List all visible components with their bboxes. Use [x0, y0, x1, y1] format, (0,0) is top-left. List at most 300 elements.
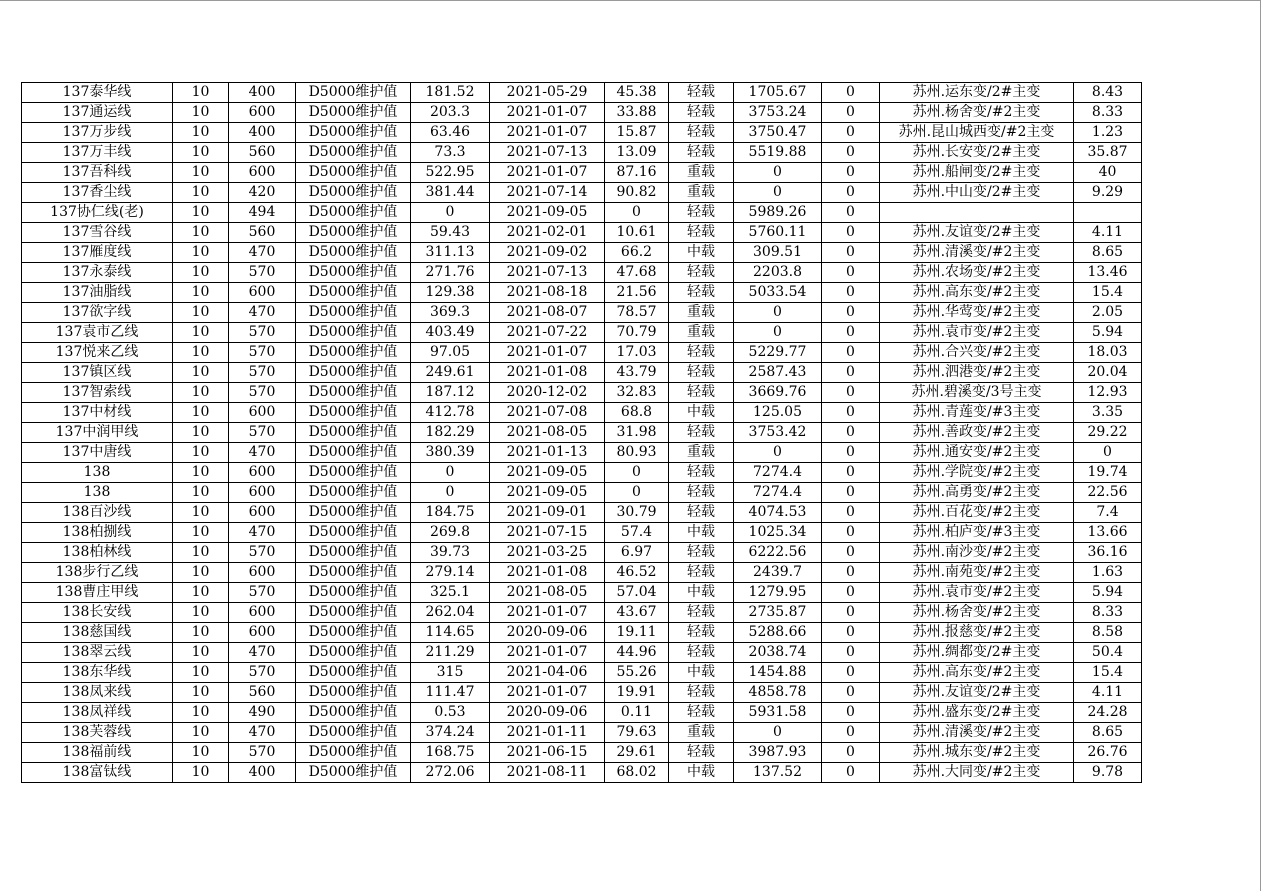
- cell-substation: 苏州.高东变/#2主变: [880, 663, 1074, 683]
- cell-value: 15.4: [1074, 663, 1142, 683]
- cell-date: 2021-08-05: [490, 423, 605, 443]
- cell-value: 9.29: [1074, 183, 1142, 203]
- cell-rated-current: 600: [229, 463, 296, 483]
- cell-load-status: 轻载: [669, 143, 734, 163]
- cell-voltage: 10: [173, 443, 229, 463]
- cell-value: 29.22: [1074, 423, 1142, 443]
- cell-line-name: 137吾科线: [22, 163, 173, 183]
- cell-value: 8.33: [1074, 103, 1142, 123]
- cell-rated-current: 600: [229, 623, 296, 643]
- cell-available-capacity: 0: [734, 323, 822, 343]
- cell-voltage: 10: [173, 183, 229, 203]
- cell-line-name: 137协仁线(老): [22, 203, 173, 223]
- cell-max-current: 380.39: [411, 443, 490, 463]
- cell-value: 3.35: [1074, 403, 1142, 423]
- cell-data-source: D5000维护值: [296, 403, 411, 423]
- cell-overload-count: 0: [822, 563, 880, 583]
- table-row: [22, 223, 1142, 243]
- cell-voltage: 10: [173, 83, 229, 103]
- cell-max-current: 325.1: [411, 583, 490, 603]
- cell-rated-current: 570: [229, 423, 296, 443]
- cell-value: 7.4: [1074, 503, 1142, 523]
- cell-data-source: D5000维护值: [296, 603, 411, 623]
- cell-voltage: 10: [173, 243, 229, 263]
- cell-available-capacity: 6222.56: [734, 543, 822, 563]
- cell-date: 2021-08-11: [490, 763, 605, 783]
- cell-max-current: 63.46: [411, 123, 490, 143]
- cell-rated-current: 570: [229, 543, 296, 563]
- cell-load-rate: 30.79: [605, 503, 669, 523]
- cell-load-rate: 0: [605, 203, 669, 223]
- cell-available-capacity: 5760.11: [734, 223, 822, 243]
- cell-substation: 苏州.清溪变/#2主变: [880, 243, 1074, 263]
- cell-available-capacity: 7274.4: [734, 483, 822, 503]
- cell-voltage: 10: [173, 623, 229, 643]
- cell-rated-current: 600: [229, 563, 296, 583]
- cell-load-rate: 43.79: [605, 363, 669, 383]
- cell-line-name: 137永泰线: [22, 263, 173, 283]
- cell-substation: 苏州.绸都变/2#主变: [880, 643, 1074, 663]
- cell-substation: 苏州.华莺变/#2主变: [880, 303, 1074, 323]
- cell-max-current: 412.78: [411, 403, 490, 423]
- cell-load-status: 中载: [669, 523, 734, 543]
- cell-substation: 苏州.中山变/2#主变: [880, 183, 1074, 203]
- cell-data-source: D5000维护值: [296, 743, 411, 763]
- cell-max-current: 315: [411, 663, 490, 683]
- cell-voltage: 10: [173, 423, 229, 443]
- cell-load-status: 轻载: [669, 603, 734, 623]
- cell-line-name: 138柏捌线: [22, 523, 173, 543]
- cell-line-name: 138凤祥线: [22, 703, 173, 723]
- cell-load-rate: 15.87: [605, 123, 669, 143]
- table-row: [22, 603, 1142, 623]
- cell-date: 2021-07-08: [490, 403, 605, 423]
- cell-load-rate: 17.03: [605, 343, 669, 363]
- cell-rated-current: 470: [229, 443, 296, 463]
- cell-max-current: 39.73: [411, 543, 490, 563]
- cell-available-capacity: 1454.88: [734, 663, 822, 683]
- table-row: [22, 443, 1142, 463]
- cell-value: [1074, 203, 1142, 223]
- cell-load-status: 轻载: [669, 503, 734, 523]
- table-row: [22, 403, 1142, 423]
- cell-value: 4.11: [1074, 683, 1142, 703]
- cell-value: 15.4: [1074, 283, 1142, 303]
- cell-voltage: 10: [173, 343, 229, 363]
- cell-date: 2021-04-06: [490, 663, 605, 683]
- cell-load-status: 轻载: [669, 103, 734, 123]
- cell-voltage: 10: [173, 483, 229, 503]
- cell-overload-count: 0: [822, 343, 880, 363]
- cell-load-rate: 6.97: [605, 543, 669, 563]
- table-row: [22, 503, 1142, 523]
- cell-data-source: D5000维护值: [296, 763, 411, 783]
- cell-load-rate: 0.11: [605, 703, 669, 723]
- cell-voltage: 10: [173, 103, 229, 123]
- table-row: [22, 263, 1142, 283]
- cell-substation: 苏州.运东变/2#主变: [880, 83, 1074, 103]
- cell-line-name: 137镇区线: [22, 363, 173, 383]
- cell-available-capacity: 2203.8: [734, 263, 822, 283]
- cell-data-source: D5000维护值: [296, 243, 411, 263]
- cell-data-source: D5000维护值: [296, 483, 411, 503]
- cell-line-name: 137泰华线: [22, 83, 173, 103]
- cell-substation: 苏州.友谊变/2#主变: [880, 223, 1074, 243]
- cell-overload-count: 0: [822, 463, 880, 483]
- table-row: [22, 763, 1142, 783]
- cell-date: 2020-12-02: [490, 383, 605, 403]
- cell-overload-count: 0: [822, 83, 880, 103]
- cell-substation: 苏州.高勇变/#2主变: [880, 483, 1074, 503]
- cell-substation: 苏州.南沙变/#2主变: [880, 543, 1074, 563]
- cell-data-source: D5000维护值: [296, 283, 411, 303]
- cell-load-rate: 45.38: [605, 83, 669, 103]
- cell-line-name: 138步行乙线: [22, 563, 173, 583]
- cell-voltage: 10: [173, 583, 229, 603]
- cell-max-current: 184.75: [411, 503, 490, 523]
- cell-rated-current: 600: [229, 163, 296, 183]
- cell-date: 2021-01-07: [490, 643, 605, 663]
- cell-voltage: 10: [173, 743, 229, 763]
- cell-voltage: 10: [173, 563, 229, 583]
- cell-load-status: 中载: [669, 663, 734, 683]
- cell-data-source: D5000维护值: [296, 83, 411, 103]
- cell-overload-count: 0: [822, 723, 880, 743]
- table-row: [22, 563, 1142, 583]
- cell-value: 36.16: [1074, 543, 1142, 563]
- cell-load-status: 轻载: [669, 703, 734, 723]
- cell-data-source: D5000维护值: [296, 503, 411, 523]
- cell-value: 1.23: [1074, 123, 1142, 143]
- cell-load-status: 重载: [669, 303, 734, 323]
- cell-value: 8.33: [1074, 603, 1142, 623]
- cell-line-name: 138: [22, 483, 173, 503]
- cell-max-current: 369.3: [411, 303, 490, 323]
- cell-value: 8.43: [1074, 83, 1142, 103]
- cell-rated-current: 470: [229, 643, 296, 663]
- cell-line-name: 138曹庄甲线: [22, 583, 173, 603]
- cell-overload-count: 0: [822, 703, 880, 723]
- cell-overload-count: 0: [822, 743, 880, 763]
- table-row: [22, 643, 1142, 663]
- table-body: [22, 83, 1142, 783]
- table-row: [22, 103, 1142, 123]
- cell-load-rate: 43.67: [605, 603, 669, 623]
- cell-load-status: 重载: [669, 323, 734, 343]
- cell-load-rate: 66.2: [605, 243, 669, 263]
- cell-value: 13.66: [1074, 523, 1142, 543]
- cell-load-status: 中载: [669, 243, 734, 263]
- cell-max-current: 0: [411, 483, 490, 503]
- cell-load-rate: 57.04: [605, 583, 669, 603]
- cell-line-name: 137雁度线: [22, 243, 173, 263]
- cell-line-name: 137悦来乙线: [22, 343, 173, 363]
- cell-available-capacity: 5989.26: [734, 203, 822, 223]
- cell-date: 2021-09-05: [490, 483, 605, 503]
- cell-data-source: D5000维护值: [296, 303, 411, 323]
- cell-load-rate: 13.09: [605, 143, 669, 163]
- cell-max-current: 73.3: [411, 143, 490, 163]
- cell-value: 8.65: [1074, 243, 1142, 263]
- cell-load-status: 重载: [669, 183, 734, 203]
- cell-load-rate: 55.26: [605, 663, 669, 683]
- cell-data-source: D5000维护值: [296, 663, 411, 683]
- table-row: [22, 163, 1142, 183]
- cell-available-capacity: 0: [734, 183, 822, 203]
- table-row: [22, 723, 1142, 743]
- cell-overload-count: 0: [822, 363, 880, 383]
- cell-max-current: 374.24: [411, 723, 490, 743]
- cell-line-name: 138凤来线: [22, 683, 173, 703]
- cell-available-capacity: 0: [734, 723, 822, 743]
- cell-date: 2020-09-06: [490, 703, 605, 723]
- cell-load-rate: 78.57: [605, 303, 669, 323]
- cell-max-current: 272.06: [411, 763, 490, 783]
- cell-overload-count: 0: [822, 603, 880, 623]
- cell-substation: 苏州.长安变/2#主变: [880, 143, 1074, 163]
- cell-date: 2021-01-07: [490, 603, 605, 623]
- cell-value: 50.4: [1074, 643, 1142, 663]
- cell-load-status: 轻载: [669, 363, 734, 383]
- cell-substation: 苏州.杨舍变/#2主变: [880, 603, 1074, 623]
- cell-voltage: 10: [173, 723, 229, 743]
- cell-rated-current: 570: [229, 363, 296, 383]
- cell-overload-count: 0: [822, 323, 880, 343]
- cell-load-status: 轻载: [669, 343, 734, 363]
- cell-data-source: D5000维护值: [296, 383, 411, 403]
- cell-available-capacity: 2587.43: [734, 363, 822, 383]
- cell-load-rate: 68.8: [605, 403, 669, 423]
- cell-voltage: 10: [173, 163, 229, 183]
- cell-overload-count: 0: [822, 643, 880, 663]
- cell-voltage: 10: [173, 323, 229, 343]
- cell-max-current: 114.65: [411, 623, 490, 643]
- cell-rated-current: 494: [229, 203, 296, 223]
- cell-voltage: 10: [173, 703, 229, 723]
- cell-line-name: 137智索线: [22, 383, 173, 403]
- cell-overload-count: 0: [822, 283, 880, 303]
- cell-line-name: 138翠云线: [22, 643, 173, 663]
- cell-load-rate: 57.4: [605, 523, 669, 543]
- cell-line-name: 138东华线: [22, 663, 173, 683]
- cell-overload-count: 0: [822, 303, 880, 323]
- table-row: [22, 283, 1142, 303]
- cell-rated-current: 470: [229, 303, 296, 323]
- cell-substation: 苏州.碧溪变/3号主变: [880, 383, 1074, 403]
- cell-load-status: 重载: [669, 163, 734, 183]
- cell-value: 0: [1074, 443, 1142, 463]
- cell-rated-current: 570: [229, 743, 296, 763]
- cell-available-capacity: 1025.34: [734, 523, 822, 543]
- cell-date: 2021-09-05: [490, 463, 605, 483]
- cell-line-name: 137油脂线: [22, 283, 173, 303]
- cell-date: 2021-01-07: [490, 683, 605, 703]
- cell-load-status: 轻载: [669, 643, 734, 663]
- cell-rated-current: 570: [229, 383, 296, 403]
- cell-substation: 苏州.袁市变/#2主变: [880, 323, 1074, 343]
- cell-overload-count: 0: [822, 543, 880, 563]
- cell-load-rate: 33.88: [605, 103, 669, 123]
- cell-overload-count: 0: [822, 523, 880, 543]
- cell-available-capacity: 3750.47: [734, 123, 822, 143]
- cell-data-source: D5000维护值: [296, 443, 411, 463]
- cell-line-name: 137中唐线: [22, 443, 173, 463]
- cell-load-status: 轻载: [669, 623, 734, 643]
- cell-data-source: D5000维护值: [296, 203, 411, 223]
- cell-load-status: 轻载: [669, 203, 734, 223]
- table-row: [22, 143, 1142, 163]
- cell-available-capacity: 0: [734, 303, 822, 323]
- cell-data-source: D5000维护值: [296, 343, 411, 363]
- cell-data-source: D5000维护值: [296, 263, 411, 283]
- cell-overload-count: 0: [822, 403, 880, 423]
- table-row: [22, 543, 1142, 563]
- cell-available-capacity: 5931.58: [734, 703, 822, 723]
- cell-load-rate: 32.83: [605, 383, 669, 403]
- table-row: [22, 483, 1142, 503]
- table-row: [22, 303, 1142, 323]
- cell-available-capacity: 4858.78: [734, 683, 822, 703]
- table-row: [22, 463, 1142, 483]
- cell-load-rate: 31.98: [605, 423, 669, 443]
- cell-data-source: D5000维护值: [296, 583, 411, 603]
- cell-available-capacity: 0: [734, 443, 822, 463]
- cell-load-status: 轻载: [669, 263, 734, 283]
- cell-overload-count: 0: [822, 503, 880, 523]
- cell-load-rate: 21.56: [605, 283, 669, 303]
- cell-load-status: 轻载: [669, 383, 734, 403]
- cell-date: 2021-01-08: [490, 363, 605, 383]
- cell-line-name: 138福前线: [22, 743, 173, 763]
- cell-voltage: 10: [173, 363, 229, 383]
- cell-value: 18.03: [1074, 343, 1142, 363]
- cell-max-current: 249.61: [411, 363, 490, 383]
- cell-voltage: 10: [173, 203, 229, 223]
- cell-max-current: 168.75: [411, 743, 490, 763]
- cell-date: 2021-08-18: [490, 283, 605, 303]
- cell-max-current: 182.29: [411, 423, 490, 443]
- cell-rated-current: 570: [229, 343, 296, 363]
- cell-voltage: 10: [173, 123, 229, 143]
- cell-value: 19.74: [1074, 463, 1142, 483]
- cell-overload-count: 0: [822, 183, 880, 203]
- cell-line-name: 138富钛线: [22, 763, 173, 783]
- cell-voltage: 10: [173, 663, 229, 683]
- cell-available-capacity: 5033.54: [734, 283, 822, 303]
- cell-rated-current: 600: [229, 603, 296, 623]
- cell-date: 2021-08-07: [490, 303, 605, 323]
- table-row: [22, 323, 1142, 343]
- cell-date: 2021-02-01: [490, 223, 605, 243]
- cell-data-source: D5000维护值: [296, 103, 411, 123]
- cell-available-capacity: 125.05: [734, 403, 822, 423]
- cell-date: 2021-01-07: [490, 343, 605, 363]
- cell-substation: 苏州.高东变/#2主变: [880, 283, 1074, 303]
- cell-load-rate: 68.02: [605, 763, 669, 783]
- cell-line-name: 138慈国线: [22, 623, 173, 643]
- cell-date: 2021-07-22: [490, 323, 605, 343]
- cell-rated-current: 400: [229, 123, 296, 143]
- cell-substation: 苏州.百花变/#2主变: [880, 503, 1074, 523]
- cell-overload-count: 0: [822, 423, 880, 443]
- cell-max-current: 187.12: [411, 383, 490, 403]
- cell-overload-count: 0: [822, 223, 880, 243]
- cell-data-source: D5000维护值: [296, 623, 411, 643]
- cell-max-current: 269.8: [411, 523, 490, 543]
- cell-rated-current: 600: [229, 503, 296, 523]
- table-row: [22, 203, 1142, 223]
- table-row: [22, 123, 1142, 143]
- cell-data-source: D5000维护值: [296, 643, 411, 663]
- cell-data-source: D5000维护值: [296, 323, 411, 343]
- cell-date: 2021-09-05: [490, 203, 605, 223]
- cell-rated-current: 600: [229, 483, 296, 503]
- cell-voltage: 10: [173, 143, 229, 163]
- cell-load-rate: 46.52: [605, 563, 669, 583]
- cell-available-capacity: 7274.4: [734, 463, 822, 483]
- cell-substation: 苏州.城东变/#2主变: [880, 743, 1074, 763]
- cell-overload-count: 0: [822, 443, 880, 463]
- cell-max-current: 97.05: [411, 343, 490, 363]
- cell-data-source: D5000维护值: [296, 543, 411, 563]
- cell-voltage: 10: [173, 463, 229, 483]
- cell-max-current: 0: [411, 463, 490, 483]
- cell-load-rate: 29.61: [605, 743, 669, 763]
- cell-max-current: 279.14: [411, 563, 490, 583]
- cell-value: 9.78: [1074, 763, 1142, 783]
- cell-voltage: 10: [173, 643, 229, 663]
- cell-load-rate: 80.93: [605, 443, 669, 463]
- cell-line-name: 137欲字线: [22, 303, 173, 323]
- cell-max-current: 403.49: [411, 323, 490, 343]
- cell-substation: 苏州.通安变/#2主变: [880, 443, 1074, 463]
- data-table: [21, 82, 1142, 783]
- cell-line-name: 137中材线: [22, 403, 173, 423]
- cell-date: 2021-09-02: [490, 243, 605, 263]
- cell-available-capacity: 3753.24: [734, 103, 822, 123]
- cell-line-name: 137袁市乙线: [22, 323, 173, 343]
- cell-load-rate: 87.16: [605, 163, 669, 183]
- cell-data-source: D5000维护值: [296, 183, 411, 203]
- cell-rated-current: 600: [229, 103, 296, 123]
- cell-line-name: 138柏林线: [22, 543, 173, 563]
- cell-available-capacity: 3669.76: [734, 383, 822, 403]
- cell-load-rate: 0: [605, 463, 669, 483]
- cell-load-status: 轻载: [669, 83, 734, 103]
- cell-substation: 苏州.友谊变/2#主变: [880, 683, 1074, 703]
- cell-overload-count: 0: [822, 683, 880, 703]
- cell-value: 26.76: [1074, 743, 1142, 763]
- cell-available-capacity: 1705.67: [734, 83, 822, 103]
- cell-value: 1.63: [1074, 563, 1142, 583]
- cell-value: 8.65: [1074, 723, 1142, 743]
- cell-overload-count: 0: [822, 163, 880, 183]
- cell-load-status: 轻载: [669, 483, 734, 503]
- cell-load-status: 轻载: [669, 543, 734, 563]
- cell-load-status: 中载: [669, 763, 734, 783]
- cell-voltage: 10: [173, 383, 229, 403]
- cell-rated-current: 560: [229, 683, 296, 703]
- cell-substation: 苏州.泗港变/#2主变: [880, 363, 1074, 383]
- cell-value: 5.94: [1074, 583, 1142, 603]
- cell-date: 2021-01-11: [490, 723, 605, 743]
- cell-rated-current: 560: [229, 143, 296, 163]
- cell-load-rate: 19.11: [605, 623, 669, 643]
- cell-value: 40: [1074, 163, 1142, 183]
- cell-date: 2021-09-01: [490, 503, 605, 523]
- cell-overload-count: 0: [822, 483, 880, 503]
- table-row: [22, 523, 1142, 543]
